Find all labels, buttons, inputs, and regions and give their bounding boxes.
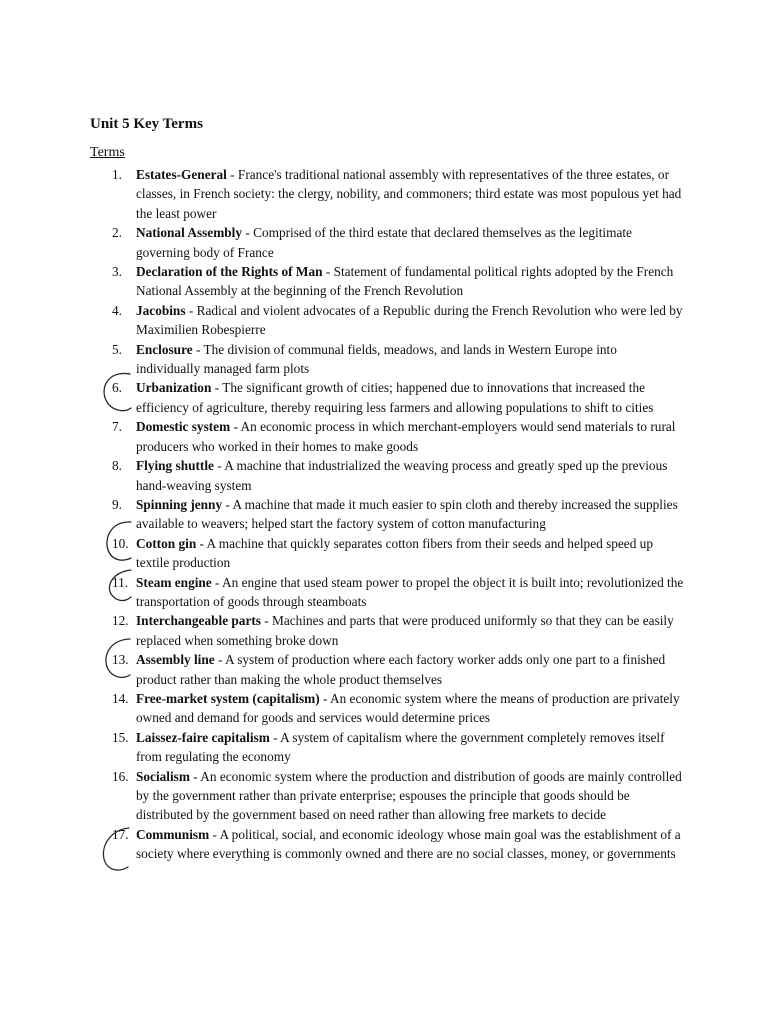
term-definition: - A machine that made it much easier to spin cloth and thereby increased the supplies available to weavers; helped start the factory system of cotton manufacturing bbox=[136, 496, 678, 532]
term-name: Steam engine bbox=[136, 574, 212, 590]
term-item-4 bbox=[112, 301, 684, 340]
term-definition: - A machine that quickly separates cotton fibers from their seeds and helped speed up textile production bbox=[136, 535, 653, 571]
term-number: 2. bbox=[112, 225, 122, 241]
term-number: 9. bbox=[112, 496, 122, 512]
term-item-15 bbox=[112, 728, 684, 767]
term-number: 15. bbox=[112, 729, 129, 745]
term-definition: - A system of production where each factory worker adds only one part to a finished product rather than making the whole product themselves bbox=[136, 652, 666, 687]
term-name: Cotton gin bbox=[136, 535, 197, 551]
term-item-5 bbox=[112, 340, 684, 379]
term-definition: - A political, social, and economic ideology whose main goal was the establishment of a society where everything is commonly owned and there are no social classes, money, or governments bbox=[136, 826, 681, 862]
term-number: 13. bbox=[112, 652, 129, 668]
term-definition: - A system of capitalism where the government completely removes itself from regulating the economy bbox=[136, 729, 665, 765]
term-definition: - An economic process in which merchant-employers would send materials to rural producers who worked in their homes to make goods bbox=[136, 419, 676, 454]
term-definition: - The division of communal fields, meadows, and lands in Western Europe into individually managed farm plots bbox=[136, 341, 617, 377]
section-label-terms: Terms bbox=[90, 145, 125, 160]
term-name: Interchangeable parts bbox=[136, 613, 261, 629]
term-number: 10. bbox=[112, 535, 129, 551]
term-definition: - The significant growth of cities; happened due to innovations that increased the efficiency of agriculture, thereby requiring less farmers and allowing populations to shift to cities bbox=[136, 380, 654, 415]
term-name: Socialism bbox=[136, 768, 190, 784]
term-definition: - Radical and violent advocates of a Republic during the French Revolution who were led by Maximilien Robespierre bbox=[136, 302, 683, 338]
term-name: Declaration of the Rights of Man bbox=[136, 264, 323, 280]
term-definition: - An economic system where the production and distribution of goods are mainly controlled by the government rather than private enterprise; espouses the principle that goods should be distributed by the government based on need rather than allowing free markets to decide bbox=[136, 768, 682, 823]
term-number: 7. bbox=[112, 419, 122, 435]
term-number: 6. bbox=[112, 380, 122, 396]
term-item-11 bbox=[112, 573, 684, 612]
term-number: 12. bbox=[112, 613, 129, 629]
term-item-6 bbox=[112, 378, 684, 417]
term-item-2 bbox=[112, 223, 684, 262]
term-name: Jacobins bbox=[136, 302, 186, 318]
term-item-14 bbox=[112, 689, 684, 728]
term-number: 1. bbox=[112, 167, 122, 182]
term-definition: - An economic system where the means of production are privately owned and demand for goods and services would determine prices bbox=[136, 690, 680, 726]
term-number: 5. bbox=[112, 341, 122, 357]
term-name: Flying shuttle bbox=[136, 458, 214, 474]
term-name: Estates-General bbox=[136, 167, 227, 182]
term-definition: - A machine that industrialized the weaving process and greatly sped up the previous hand-weaving system bbox=[136, 458, 668, 493]
term-item-7 bbox=[112, 417, 684, 456]
term-item-16 bbox=[112, 767, 684, 825]
term-name: Enclosure bbox=[136, 341, 193, 357]
term-item-13 bbox=[112, 650, 684, 689]
term-number: 4. bbox=[112, 302, 122, 318]
term-item-9 bbox=[112, 495, 684, 534]
term-name: Domestic system bbox=[136, 419, 231, 435]
term-definition: - France's traditional national assembly with representatives of the three estates, or classes, in French society: the clergy, nobility, and commoners; third estate was most populous yet had the least power bbox=[136, 167, 682, 221]
term-item-8 bbox=[112, 456, 684, 495]
term-number: 3. bbox=[112, 264, 122, 280]
term-definition: - Machines and parts that were produced uniformly so that they can be easily replaced when something broke down bbox=[136, 613, 674, 648]
terms-list bbox=[112, 165, 684, 864]
term-item-10 bbox=[112, 534, 684, 573]
term-number: 16. bbox=[112, 768, 129, 784]
term-definition: - Comprised of the third estate that declared themselves as the legitimate governing body of France bbox=[136, 225, 632, 260]
term-item-1 bbox=[112, 165, 684, 223]
term-item-17 bbox=[112, 825, 684, 864]
term-number: 8. bbox=[112, 458, 122, 474]
term-definition: - An engine that used steam power to propel the object it is built into; revolutionized the transportation of goods through steamboats bbox=[136, 574, 684, 609]
term-name: Urbanization bbox=[136, 380, 212, 396]
term-name: Free-market system (capitalism) bbox=[136, 690, 320, 706]
term-number: 11. bbox=[112, 574, 129, 590]
term-name: National Assembly bbox=[136, 225, 243, 241]
term-name: Laissez-faire capitalism bbox=[136, 729, 270, 745]
page-title: Unit 5 Key Terms bbox=[90, 116, 203, 132]
term-number: 17. bbox=[112, 826, 129, 842]
term-name: Spinning jenny bbox=[136, 496, 223, 512]
term-item-12 bbox=[112, 611, 684, 650]
term-definition: - Statement of fundamental political rights adopted by the French National Assembly at the beginning of the French Revolution bbox=[136, 264, 674, 299]
term-name: Communism bbox=[136, 826, 210, 842]
term-name: Assembly line bbox=[136, 652, 215, 668]
term-item-3 bbox=[112, 262, 684, 301]
term-number: 14. bbox=[112, 690, 129, 706]
